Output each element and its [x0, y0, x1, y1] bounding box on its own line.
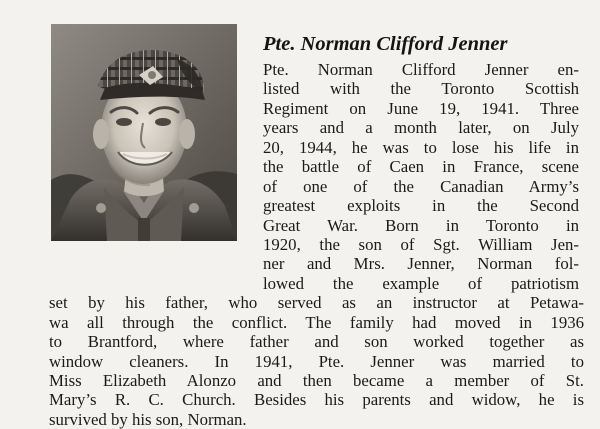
body-line: Mary’s R. C. Church. Besides his parents and widow, he is — [49, 390, 584, 410]
body-line: 1920, the son of Sgt. William Jen- — [263, 234, 579, 254]
body-line: Regiment on June 19, 1941. Three — [263, 98, 579, 118]
body-line: to Brantford, where father and son worked together as — [49, 332, 584, 352]
body-line: window cleaners. In 1941, Pte. Jenner was married to — [49, 351, 584, 371]
body-line: Pte. Norman Clifford Jenner en- — [263, 60, 579, 79]
body-line: the battle of Caen in France, scene — [263, 157, 579, 177]
article-title: Pte. Norman Clifford Jenner — [263, 33, 508, 55]
body-line: greatest exploits in the Second — [263, 196, 579, 216]
body-line: years and a month later, on July — [263, 118, 579, 138]
body-line: ner and Mrs. Jenner, Norman fol- — [263, 254, 579, 274]
body-line: survived by his son, Norman. — [49, 409, 247, 429]
article-body — [49, 60, 584, 429]
body-line: Miss Elizabeth Alonzo and then became a member of St. — [49, 371, 584, 390]
body-line: Great War. Born in Toronto in — [263, 215, 579, 235]
body-line: set by his father, who served as an instructor at Petawa- — [49, 293, 584, 313]
body-line: of one of the Canadian Army’s — [263, 176, 579, 196]
body-line: 20, 1944, he was to lose his life in — [263, 137, 579, 157]
body-line: wa all through the conflict. The family had moved in 1936 — [49, 312, 584, 332]
body-line: listed with the Toronto Scottish — [263, 79, 579, 99]
body-line: lowed the example of patriotism — [263, 273, 579, 293]
